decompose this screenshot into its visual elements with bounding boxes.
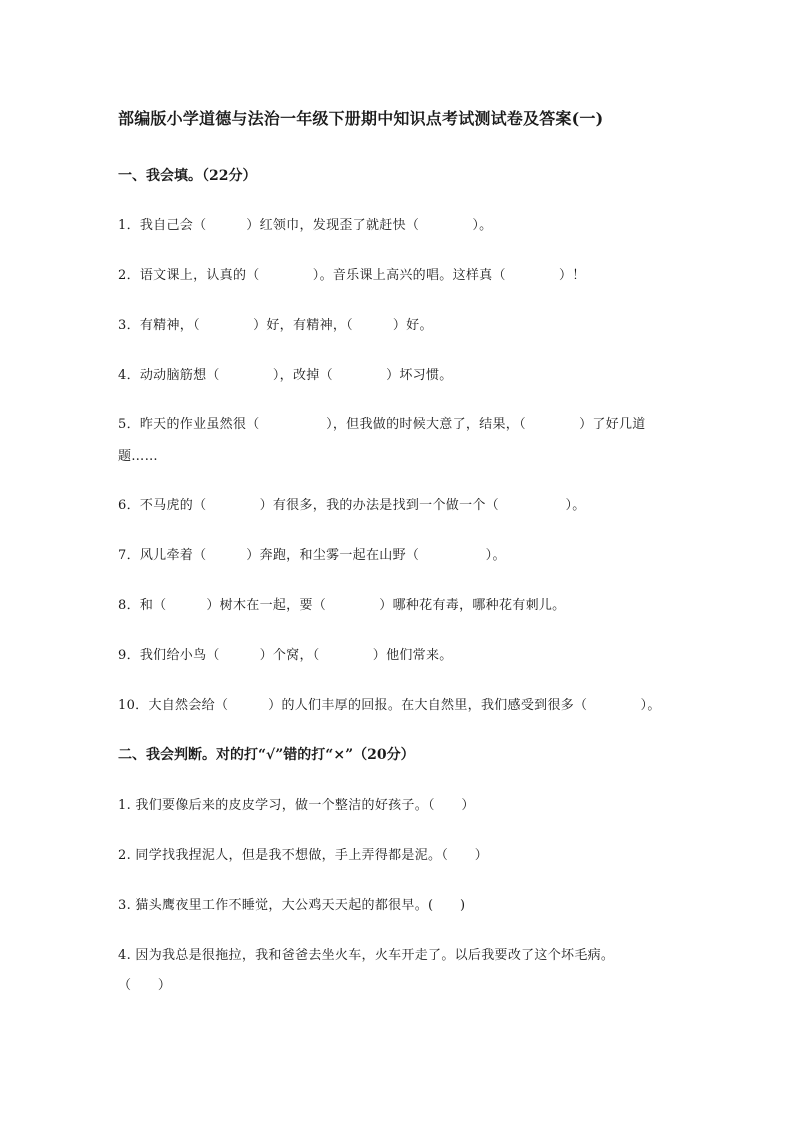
fill-item-3: 3．有精神，（ ）好，有精神，（ ）好。 — [118, 318, 433, 333]
fill-item-5-continued: 题…… — [118, 449, 158, 464]
judge-item-3: 3. 猫头鹰夜里工作不睡觉，大公鸡天天起的都很早。( ) — [118, 898, 466, 913]
judge-item-1: 1. 我们要像后来的皮皮学习，做一个整洁的好孩子。（ ） — [118, 798, 475, 813]
fill-item-8: 8．和（ ）树木在一起，要（ ）哪种花有毒，哪种花有刺儿。 — [118, 598, 566, 613]
section1-heading: 一、我会填。（22分） — [118, 168, 257, 184]
document-title: 部编版小学道德与法治一年级下册期中知识点考试测试卷及答案(一) — [118, 109, 604, 128]
fill-item-9: 9．我们给小鸟（ ）个窝，（ ）他们常来。 — [118, 648, 453, 663]
fill-item-4: 4．动动脑筋想（ ），改掉（ ）坏习惯。 — [118, 368, 453, 383]
fill-item-5: 5．昨天的作业虽然很（ ），但我做的时候大意了，结果，（ ）了好几道 — [118, 417, 646, 432]
section2-heading: 二、我会判断。对的打“√”错的打“×”（20分） — [118, 747, 415, 763]
judge-item-4: 4. 因为我总是很拖拉，我和爸爸去坐火车，火车开走了。以后我要改了这个坏毛病。 — [118, 948, 615, 963]
fill-item-6: 6．不马虎的（ ）有很多，我的办法是找到一个做一个（ ）。 — [118, 498, 586, 513]
judge-item-4-answer: （ ） — [118, 978, 172, 993]
fill-item-1: 1．我自己会（ ）红领巾，发现歪了就赶快（ ）。 — [118, 218, 493, 233]
fill-item-10: 10．大自然会给（ ）的人们丰厚的回报。在大自然里，我们感受到很多（ ）。 — [118, 698, 661, 713]
judge-item-2: 2. 同学找我捏泥人，但是我不想做，手上弄得都是泥。（ ） — [118, 848, 489, 863]
fill-item-2: 2．语文课上，认真的（ ）。音乐课上高兴的唱。这样真（ ）！ — [118, 268, 586, 283]
fill-item-7: 7．风儿牵着（ ）奔跑，和尘雾一起在山野（ ）。 — [118, 548, 506, 563]
